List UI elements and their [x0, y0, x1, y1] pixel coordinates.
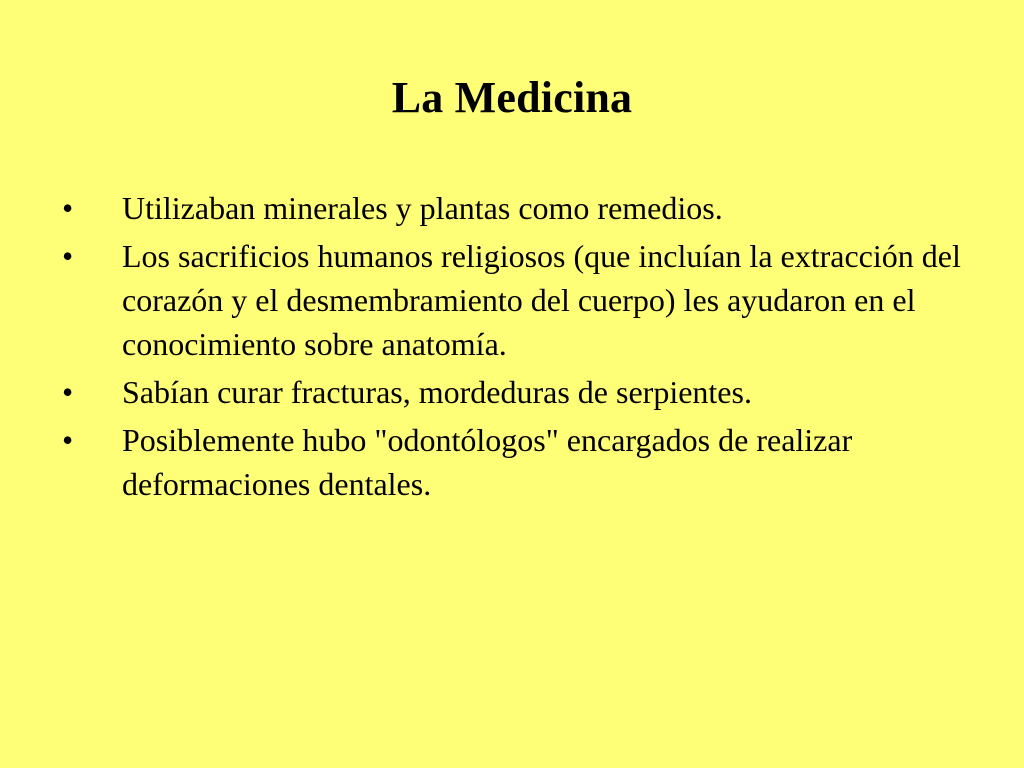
bullet-text: Los sacrificios humanos religiosos (que incluían la extracción del corazón y el desmembramiento del cuerpo) les ayudaron en el conocimiento sobre anatomía.: [122, 238, 961, 362]
bullet-text: Sabían curar fracturas, mordeduras de serpientes.: [122, 374, 752, 410]
bullet-list: [62, 186, 962, 510]
bullet-marker: •: [62, 238, 74, 274]
bullet-text: Posiblemente hubo "odontólogos" encargados de realizar deformaciones dentales.: [122, 422, 853, 502]
bullet-marker: •: [62, 422, 74, 458]
bullet-text: Utilizaban minerales y plantas como remedios.: [122, 190, 723, 226]
bullet-item: [62, 186, 962, 230]
bullet-item: [62, 418, 962, 506]
bullet-item: [62, 234, 962, 366]
bullet-item: [62, 370, 962, 414]
bullet-marker: •: [62, 190, 74, 226]
bullet-marker: •: [62, 374, 74, 410]
slide-title: La Medicina: [391, 73, 633, 122]
